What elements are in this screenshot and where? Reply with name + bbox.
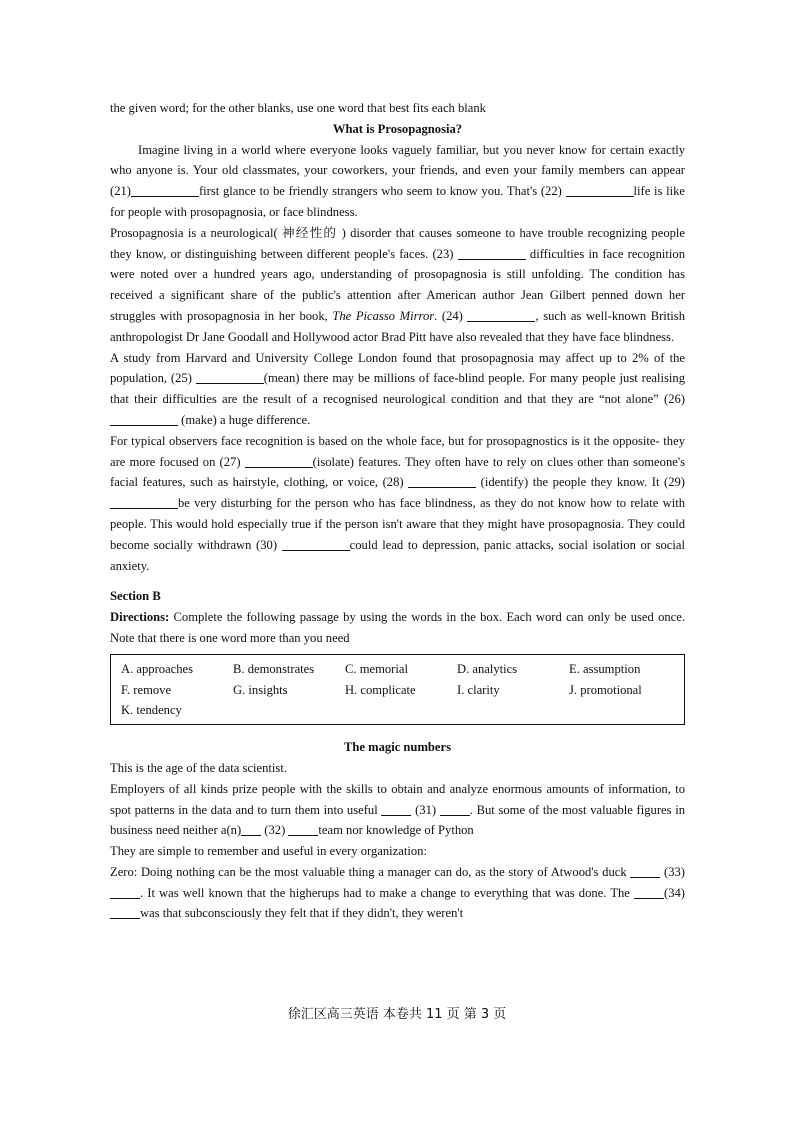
blank-33-left[interactable]	[630, 865, 660, 878]
passage-b-paragraph-1: This is the age of the data scientist.	[110, 760, 287, 775]
passage-b-paragraph-2: Employers of all kinds prize people with the skills to obtain and analyze enormous amounts of information, to spot patterns in the data and to turn them into useful (31) . But some of the most valuable figures in business need neither a(n) (32) team nor knowledge of Python	[110, 781, 685, 838]
blank-26[interactable]	[110, 413, 178, 426]
blank-27[interactable]	[245, 455, 313, 468]
section-b-heading: Section B	[110, 589, 161, 604]
word-option: I. clarity	[457, 682, 500, 697]
passage-b-paragraph-4: Zero: Doing nothing can be the most valuable thing a manager can do, as the story of Atwood's duck (33) . It was well known that the higherups had to make a change to everything that was done. The (34) was that subconsciously they felt that if they didn't, they weren't	[110, 864, 685, 921]
blank-31-left[interactable]	[381, 803, 411, 816]
blank-32-right[interactable]	[288, 823, 318, 836]
passage-a-paragraph-1: Imagine living in a world where everyone looks vaguely familiar, but you never know for certain exactly who anyone is. Your old classmates, your coworkers, your friends, and even your family members can appear (21) first glance to be friendly strangers who seem to know you. That's (22) life is like for people with prosopagnosia, or face blindness.	[110, 142, 685, 219]
blank-31-right[interactable]	[440, 803, 470, 816]
passage-a-paragraph-3: A study from Harvard and University College London found that prosopagnosia may affect up to 2% of the population, (25) (mean) there may be millions of face-blind people. For many people just realising that their difficulties are the result of a recognised neurological condition and that they are “not alone” (26) (make) a huge difference.	[110, 350, 685, 427]
word-option: J. promotional	[569, 682, 642, 697]
blank-24[interactable]	[467, 309, 535, 322]
word-option: A. approaches	[121, 661, 194, 676]
word-option: C. memorial	[345, 661, 408, 676]
blank-33-right[interactable]	[110, 886, 140, 899]
blank-30[interactable]	[282, 538, 350, 551]
blank-21[interactable]	[131, 184, 199, 197]
word-option: G. insights	[233, 682, 288, 697]
word-option: K. tendency	[121, 703, 182, 718]
word-option: H. complicate	[345, 682, 416, 697]
passage-b-title: The magic numbers	[343, 740, 452, 755]
blank-25[interactable]	[196, 371, 264, 384]
blank-28[interactable]	[408, 475, 476, 488]
word-option: F. remove	[121, 682, 172, 697]
blank-32-left[interactable]	[241, 823, 261, 836]
passage-b-paragraph-3: They are simple to remember and useful in every organization:	[110, 844, 427, 859]
blank-22[interactable]	[566, 184, 634, 197]
book-title: The Picasso Mirror	[332, 308, 435, 323]
word-option: B. demonstrates	[233, 661, 315, 676]
word-option: E. assumption	[569, 661, 641, 676]
word-box	[110, 654, 685, 725]
passage-a-paragraph-4: For typical observers face recognition is based on the whole face, but for prosopagnostics is it the opposite- they are more focused on (27) (isolate) features. They often have to rely on clues other than someone's facial features, such as hairstyle, clothing, or voice, (28) (identify) the people they know. It (29) be very disturbing for the person who has face blindness, as they do not know how to relate with people. This would hold especially true if the person isn't aware that they might have prosopagnosia. They could become socially withdrawn (30) could lead to depression, panic attacks, social isolation or social anxiety.	[110, 433, 686, 573]
section-b-directions: Directions: Complete the following passage by using the words in the box. Each word can only be used once. Note that there is one word more than you need	[110, 610, 685, 645]
blank-23[interactable]	[458, 247, 526, 260]
blank-29[interactable]	[110, 496, 178, 509]
passage-a-paragraph-2: Prosopagnosia is a neurological( 神经性的 ) disorder that causes someone to have trouble recognizing people they know, or distinguishing between different people's faces. (23) difficulties in face recognition were noted over a hundred years ago, understanding of prosopagnosia is still unfolding. The condition has received a significant share of the public's attention after American author Jean Gilbert penned down her struggles with prosopagnosia in her book, The Picasso Mirror. (24) , such as well-known British anthropologist Dr Jane Goodall and Hollywood actor Brad Pitt have also revealed that they have face blindness.	[110, 225, 686, 344]
passage-a-title: What is Prosopagnosia?	[332, 121, 463, 136]
intro-line: the given word; for the other blanks, use one word that best fits each blank	[110, 101, 486, 115]
exam-page	[110, 98, 685, 924]
blank-34-left[interactable]	[634, 886, 664, 899]
word-option: D. analytics	[457, 661, 518, 676]
blank-34-right[interactable]	[110, 906, 140, 919]
page-footer: 徐汇区高三英语 本卷共 11 页 第 3 页	[287, 1007, 507, 1022]
